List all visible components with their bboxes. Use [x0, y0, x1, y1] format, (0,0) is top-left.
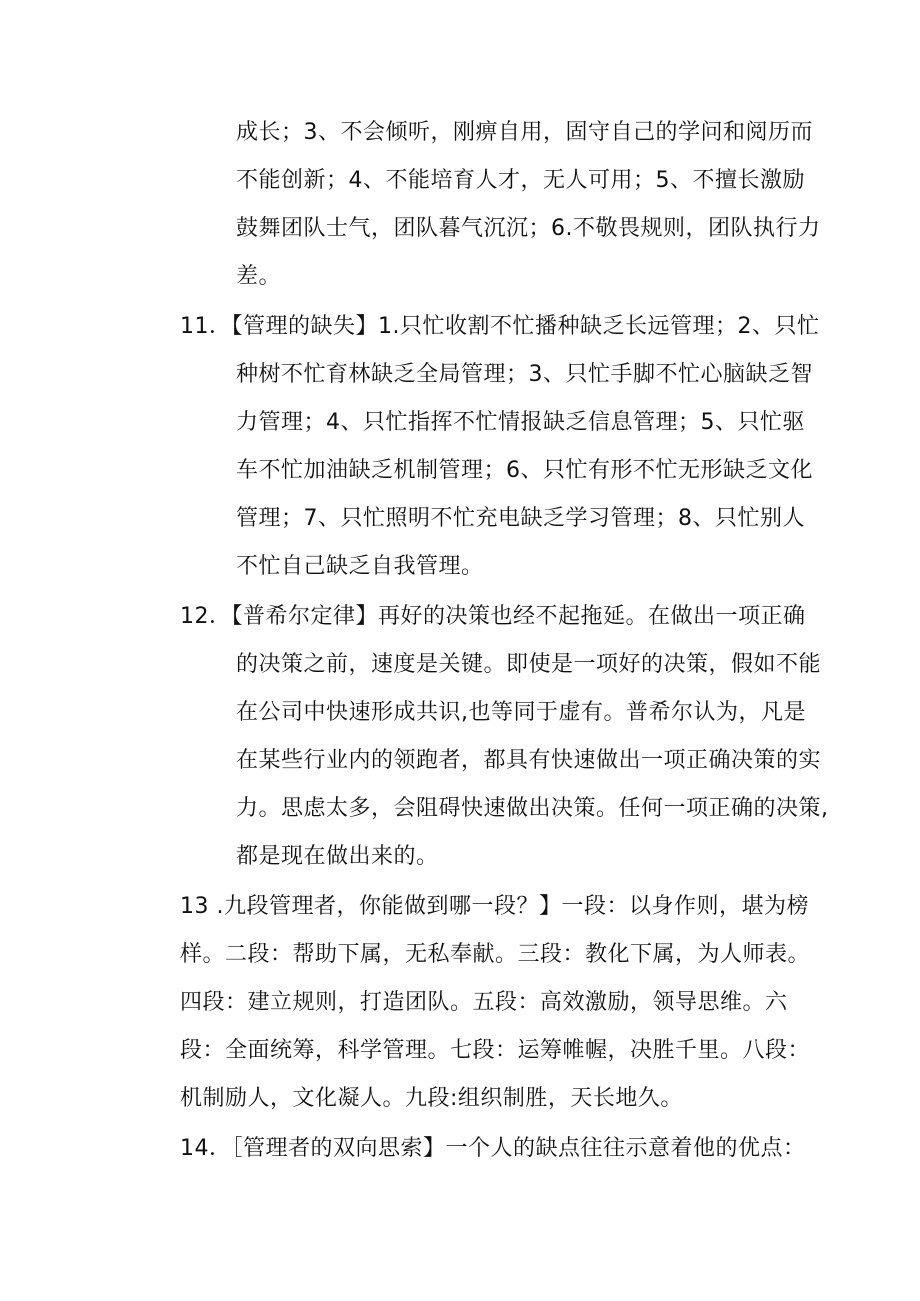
item-13-line-2: 样。二段：帮助下属，无私奉献。三段：教化下属，为人师表。	[180, 942, 811, 967]
item-11-line-6: 不忙自己缺乏自我管理。	[236, 554, 484, 579]
item-12-line-1: 12．【普希尔定律】再好的决策也经不起拖延。在做出一项正确	[180, 604, 806, 629]
item-13-line-3: 四段：建立规则，打造团队。五段：高效激励，领导思维。六	[180, 990, 788, 1015]
item-11-line-5: 管理；7、只忙照明不忙充电缺乏学习管理；8、只忙别人	[236, 506, 805, 531]
item-12-line-5: 力。思虑太多，会阻碍快速做出决策。任何一项正确的决策,	[236, 796, 829, 821]
item-10-line-2: 不能创新；4、不能培育人才，无人可用；5、不擅长激励	[236, 168, 805, 193]
item-11-line-2: 种树不忙育林缺乏全局管理；3、只忙手脚不忙心脑缺乏智	[236, 362, 813, 387]
item-12-line-3: 在公司中快速形成共识,也等同于虚有。普希尔认为，凡是	[236, 700, 806, 725]
item-13-line-1: 13 .九段管理者，你能做到哪一段？】一段：以身作则，堪为榜	[180, 894, 809, 919]
item-14-line-1: 14．［管理者的双向思索】一个人的缺点往往示意着他的优点：	[180, 1136, 806, 1161]
item-12-line-2: 的决策之前，速度是关键。即使是一项好的决策，假如不能	[236, 652, 822, 677]
item-11-line-4: 车不忙加油缺乏机制管理；6、只忙有形不忙无形缺乏文化	[236, 458, 813, 483]
item-10-line-4: 差。	[236, 264, 282, 289]
item-13-line-4: 段：全面统筹，科学管理。七段：运筹帷幄，决胜千里。八段：	[180, 1038, 811, 1063]
item-10-line-1: 成长；3、不会倾听，刚痹自用，固守自己的学问和阅历而	[236, 120, 813, 145]
item-11-line-3: 力管理；4、只忙指挥不忙情报缺乏信息管理；5、只忙驱	[236, 410, 805, 435]
item-12-line-6: 都是现在做出来的。	[236, 844, 439, 869]
item-12-line-4: 在某些行业内的领跑者，都具有快速做出一项正确决策的实	[236, 748, 822, 773]
item-13-line-5: 机制励人，文化凝人。九段:组织制胜，天长地久。	[180, 1086, 683, 1111]
item-11-line-1: 11．【管理的缺失】1.只忙收割不忙播种缺乏长远管理；2、只忙	[180, 314, 820, 339]
item-10-line-3: 鼓舞团队士气，团队暮气沉沉；6.不敬畏规则，团队执行力	[236, 216, 821, 241]
